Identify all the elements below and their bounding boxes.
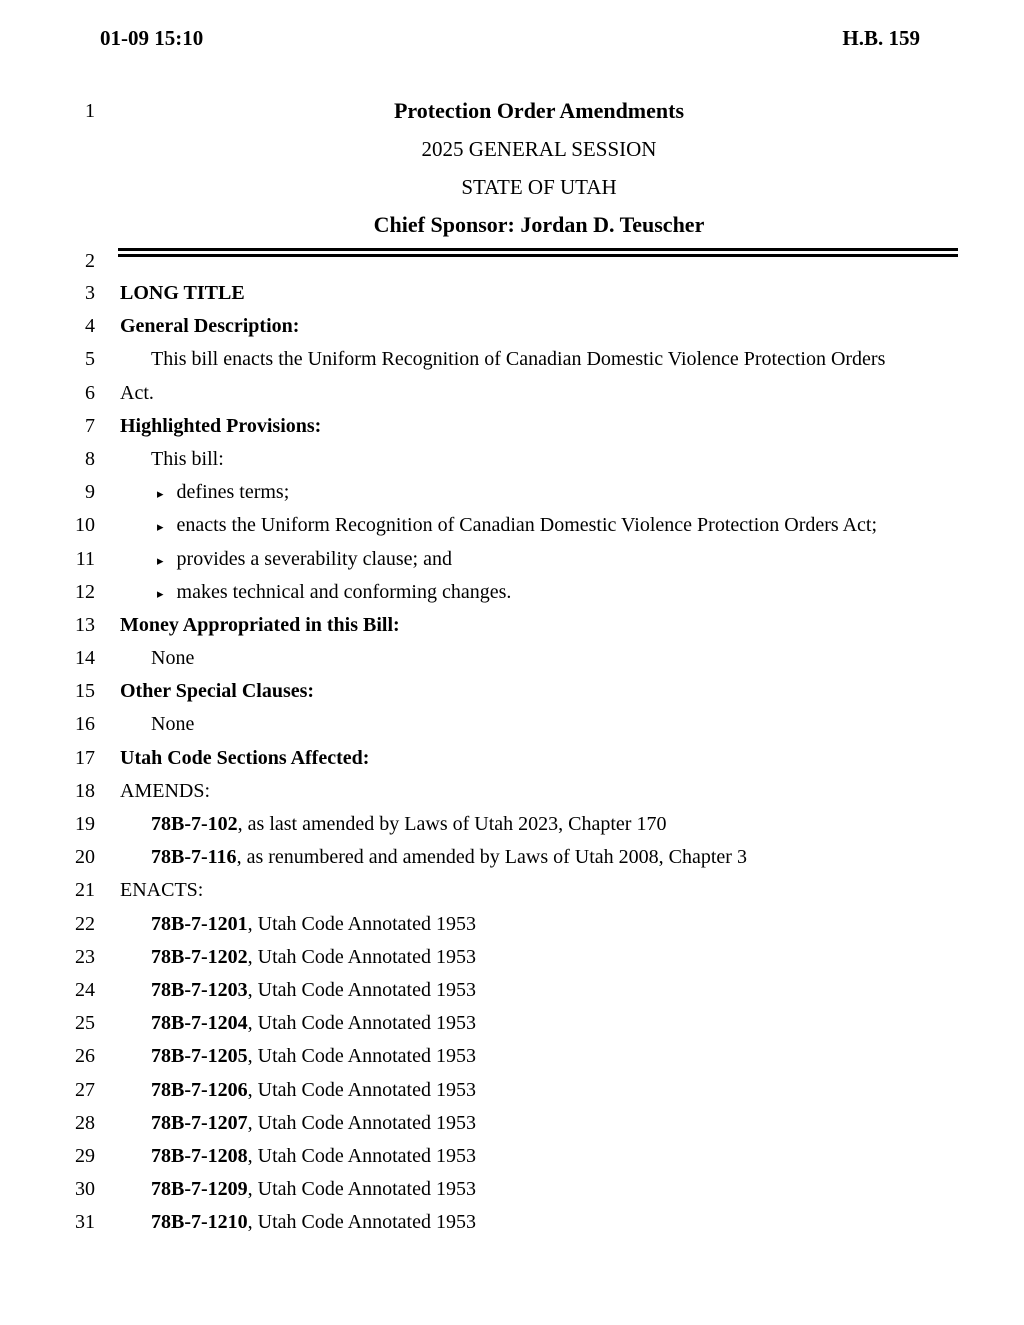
line-text	[120, 775, 958, 808]
line-text-segment: , Utah Code Annotated 1953	[247, 912, 476, 935]
line-text-segment: AMENDS:	[120, 779, 211, 802]
bill-line	[0, 675, 1024, 708]
line-text-segment: , Utah Code Annotated 1953	[247, 1178, 476, 1201]
state-row	[0, 168, 1024, 206]
line-number: 10	[75, 514, 95, 537]
line-number: 16	[75, 713, 95, 736]
bill-line	[0, 1140, 1024, 1173]
line-text-segment: This bill:	[151, 447, 224, 470]
line-text-segment: makes technical and conforming changes.	[176, 580, 512, 603]
line-text-bold-segment: General Description:	[120, 315, 300, 338]
line-text-bold-segment: Utah Code Sections Affected:	[120, 746, 370, 769]
chief-sponsor-label: Chief Sponsor: Jordan D. Teuscher	[373, 212, 705, 237]
bill-line	[0, 410, 1024, 443]
line-number: 18	[75, 779, 95, 802]
line-number: 1	[85, 100, 95, 122]
line-text-segment: ENACTS:	[120, 879, 204, 902]
session-row	[0, 130, 1024, 168]
line-text-segment: , as renumbered and amended by Laws of Utah 2008, Chapter 3	[236, 846, 747, 869]
line-text	[120, 675, 958, 708]
line-number: 8	[85, 447, 95, 470]
line-text	[120, 874, 958, 907]
line-text-bold-segment: 78B-7-1208	[151, 1144, 248, 1167]
line-text	[120, 974, 989, 1007]
line-text-segment: , Utah Code Annotated 1953	[247, 1078, 476, 1101]
bill-title: Protection Order Amendments	[393, 98, 685, 123]
line-text	[120, 1107, 989, 1140]
bill-line	[0, 1173, 1024, 1206]
bill-line	[0, 841, 1024, 874]
bill-line	[0, 941, 1024, 974]
line-text	[120, 343, 989, 376]
bill-line	[0, 1040, 1024, 1073]
line-number: 11	[75, 547, 95, 570]
line-text-segment: defines terms;	[176, 481, 290, 504]
line-number: 2	[85, 250, 95, 272]
session-label: 2025 GENERAL SESSION	[421, 137, 657, 161]
line-number: 14	[75, 647, 95, 670]
line-text-segment: , Utah Code Annotated 1953	[247, 945, 476, 968]
line-text-bold-segment: 78B-7-1206	[151, 1078, 248, 1101]
line-text	[120, 543, 995, 576]
bill-line	[0, 277, 1024, 310]
line-number: 12	[75, 580, 95, 603]
line-text	[120, 377, 958, 410]
line-text	[120, 1206, 989, 1239]
bill-line	[0, 476, 1024, 509]
line-number: 31	[75, 1211, 95, 1234]
line-text-bold-segment: 78B-7-1207	[151, 1111, 248, 1134]
page-header	[0, 0, 1024, 50]
bill-line	[0, 343, 1024, 376]
bill-line	[0, 908, 1024, 941]
bill-line	[0, 1007, 1024, 1040]
line-number: 6	[85, 381, 95, 404]
line-text	[120, 476, 995, 509]
line-text-bold-segment: 78B-7-1205	[151, 1045, 248, 1068]
line-number: 21	[75, 879, 95, 902]
line-text-segment: Act.	[120, 381, 154, 404]
line-text-segment: , Utah Code Annotated 1953	[247, 1045, 476, 1068]
line-text-segment: , Utah Code Annotated 1953	[247, 1111, 476, 1134]
line-text	[120, 941, 989, 974]
line-number: 23	[75, 945, 95, 968]
bill-lines	[0, 277, 1024, 1239]
line-number: 30	[75, 1178, 95, 1201]
title-row	[0, 92, 1024, 130]
rule-row	[0, 248, 1024, 274]
bullet-icon: ▸	[157, 553, 164, 569]
line-text-segment: , as last amended by Laws of Utah 2023, Chapter 170	[237, 813, 667, 835]
line-text-bold-segment: 78B-7-1210	[151, 1211, 248, 1234]
line-text	[120, 310, 958, 343]
line-number: 27	[75, 1078, 95, 1101]
line-text-segment: enacts the Uniform Recognition of Canadian Domestic Violence Protection Orders Act;	[176, 514, 877, 537]
bill-line	[0, 1074, 1024, 1107]
line-text	[120, 609, 958, 642]
line-text-bold-segment: Money Appropriated in this Bill:	[120, 613, 400, 636]
line-text-segment: , Utah Code Annotated 1953	[247, 1144, 476, 1167]
header-bill-number: H.B. 159	[842, 26, 920, 50]
bullet-icon: ▸	[157, 520, 164, 536]
line-text-bold-segment: LONG TITLE	[120, 282, 245, 304]
line-number: 29	[75, 1144, 95, 1167]
bill-line	[0, 1107, 1024, 1140]
line-text	[120, 410, 958, 443]
line-text	[120, 277, 958, 310]
line-number: 25	[75, 1012, 95, 1035]
line-text	[120, 1007, 989, 1040]
line-number: 19	[75, 813, 95, 835]
line-text-bold-segment: 78B-7-1202	[151, 945, 248, 968]
line-number: 13	[75, 613, 95, 636]
line-number: 26	[75, 1045, 95, 1068]
bill-line	[0, 642, 1024, 675]
bill-line	[0, 377, 1024, 410]
bill-line	[0, 708, 1024, 741]
sponsor-row	[0, 206, 1024, 244]
line-text-bold-segment: 78B-7-1201	[151, 912, 248, 935]
header-timestamp: 01-09 15:10	[100, 26, 204, 50]
line-text	[120, 908, 989, 941]
line-text-segment: None	[151, 713, 195, 736]
line-number: 22	[75, 912, 95, 935]
line-number: 17	[75, 746, 95, 769]
line-text	[120, 509, 995, 542]
bill-line	[0, 775, 1024, 808]
line-text-segment: provides a severability clause; and	[176, 547, 452, 570]
line-number: 28	[75, 1111, 95, 1134]
bill-line	[0, 576, 1024, 609]
line-number: 3	[85, 282, 95, 304]
bill-line	[0, 1206, 1024, 1239]
line-text-bold-segment: 78B-7-1204	[151, 1012, 248, 1035]
line-text	[120, 1140, 989, 1173]
line-text-bold-segment: 78B-7-102	[151, 813, 238, 835]
line-text	[120, 443, 989, 476]
line-text-segment: , Utah Code Annotated 1953	[247, 978, 476, 1001]
bill-line	[0, 808, 1024, 841]
line-number: 5	[85, 348, 95, 371]
bill-line	[0, 609, 1024, 642]
title-block	[0, 92, 1024, 274]
line-text	[120, 841, 989, 874]
bill-line	[0, 974, 1024, 1007]
line-text-bold-segment: 78B-7-1209	[151, 1178, 248, 1201]
line-text-bold-segment: Other Special Clauses:	[120, 680, 315, 703]
bill-line	[0, 310, 1024, 343]
line-text	[120, 808, 989, 841]
line-number: 4	[85, 315, 95, 338]
line-text	[120, 576, 995, 609]
bill-line	[0, 874, 1024, 907]
line-number: 24	[75, 978, 95, 1001]
line-text	[120, 1173, 989, 1206]
line-number: 7	[85, 414, 95, 437]
state-label: STATE OF UTAH	[461, 175, 617, 199]
line-text-bold-segment: Highlighted Provisions:	[120, 414, 322, 437]
line-text-segment: , Utah Code Annotated 1953	[247, 1012, 476, 1035]
line-number: 20	[75, 846, 95, 869]
line-text	[120, 1040, 989, 1073]
bullet-icon: ▸	[157, 487, 164, 503]
line-text-segment: This bill enacts the Uniform Recognition of Canadian Domestic Violence Protection Orders	[151, 348, 886, 371]
line-text-bold-segment: 78B-7-1203	[151, 978, 248, 1001]
line-text	[120, 642, 989, 675]
bill-line	[0, 543, 1024, 576]
line-number: 15	[75, 680, 95, 703]
bill-line	[0, 443, 1024, 476]
line-number: 9	[85, 481, 95, 504]
line-text-segment: , Utah Code Annotated 1953	[247, 1211, 476, 1234]
bill-line	[0, 509, 1024, 542]
line-text-bold-segment: 78B-7-116	[151, 846, 237, 869]
bill-line	[0, 742, 1024, 775]
double-rule	[118, 248, 958, 257]
line-text	[120, 742, 958, 775]
line-text	[120, 708, 989, 741]
line-text	[120, 1074, 989, 1107]
bullet-icon: ▸	[157, 586, 164, 602]
line-text-segment: None	[151, 647, 195, 670]
